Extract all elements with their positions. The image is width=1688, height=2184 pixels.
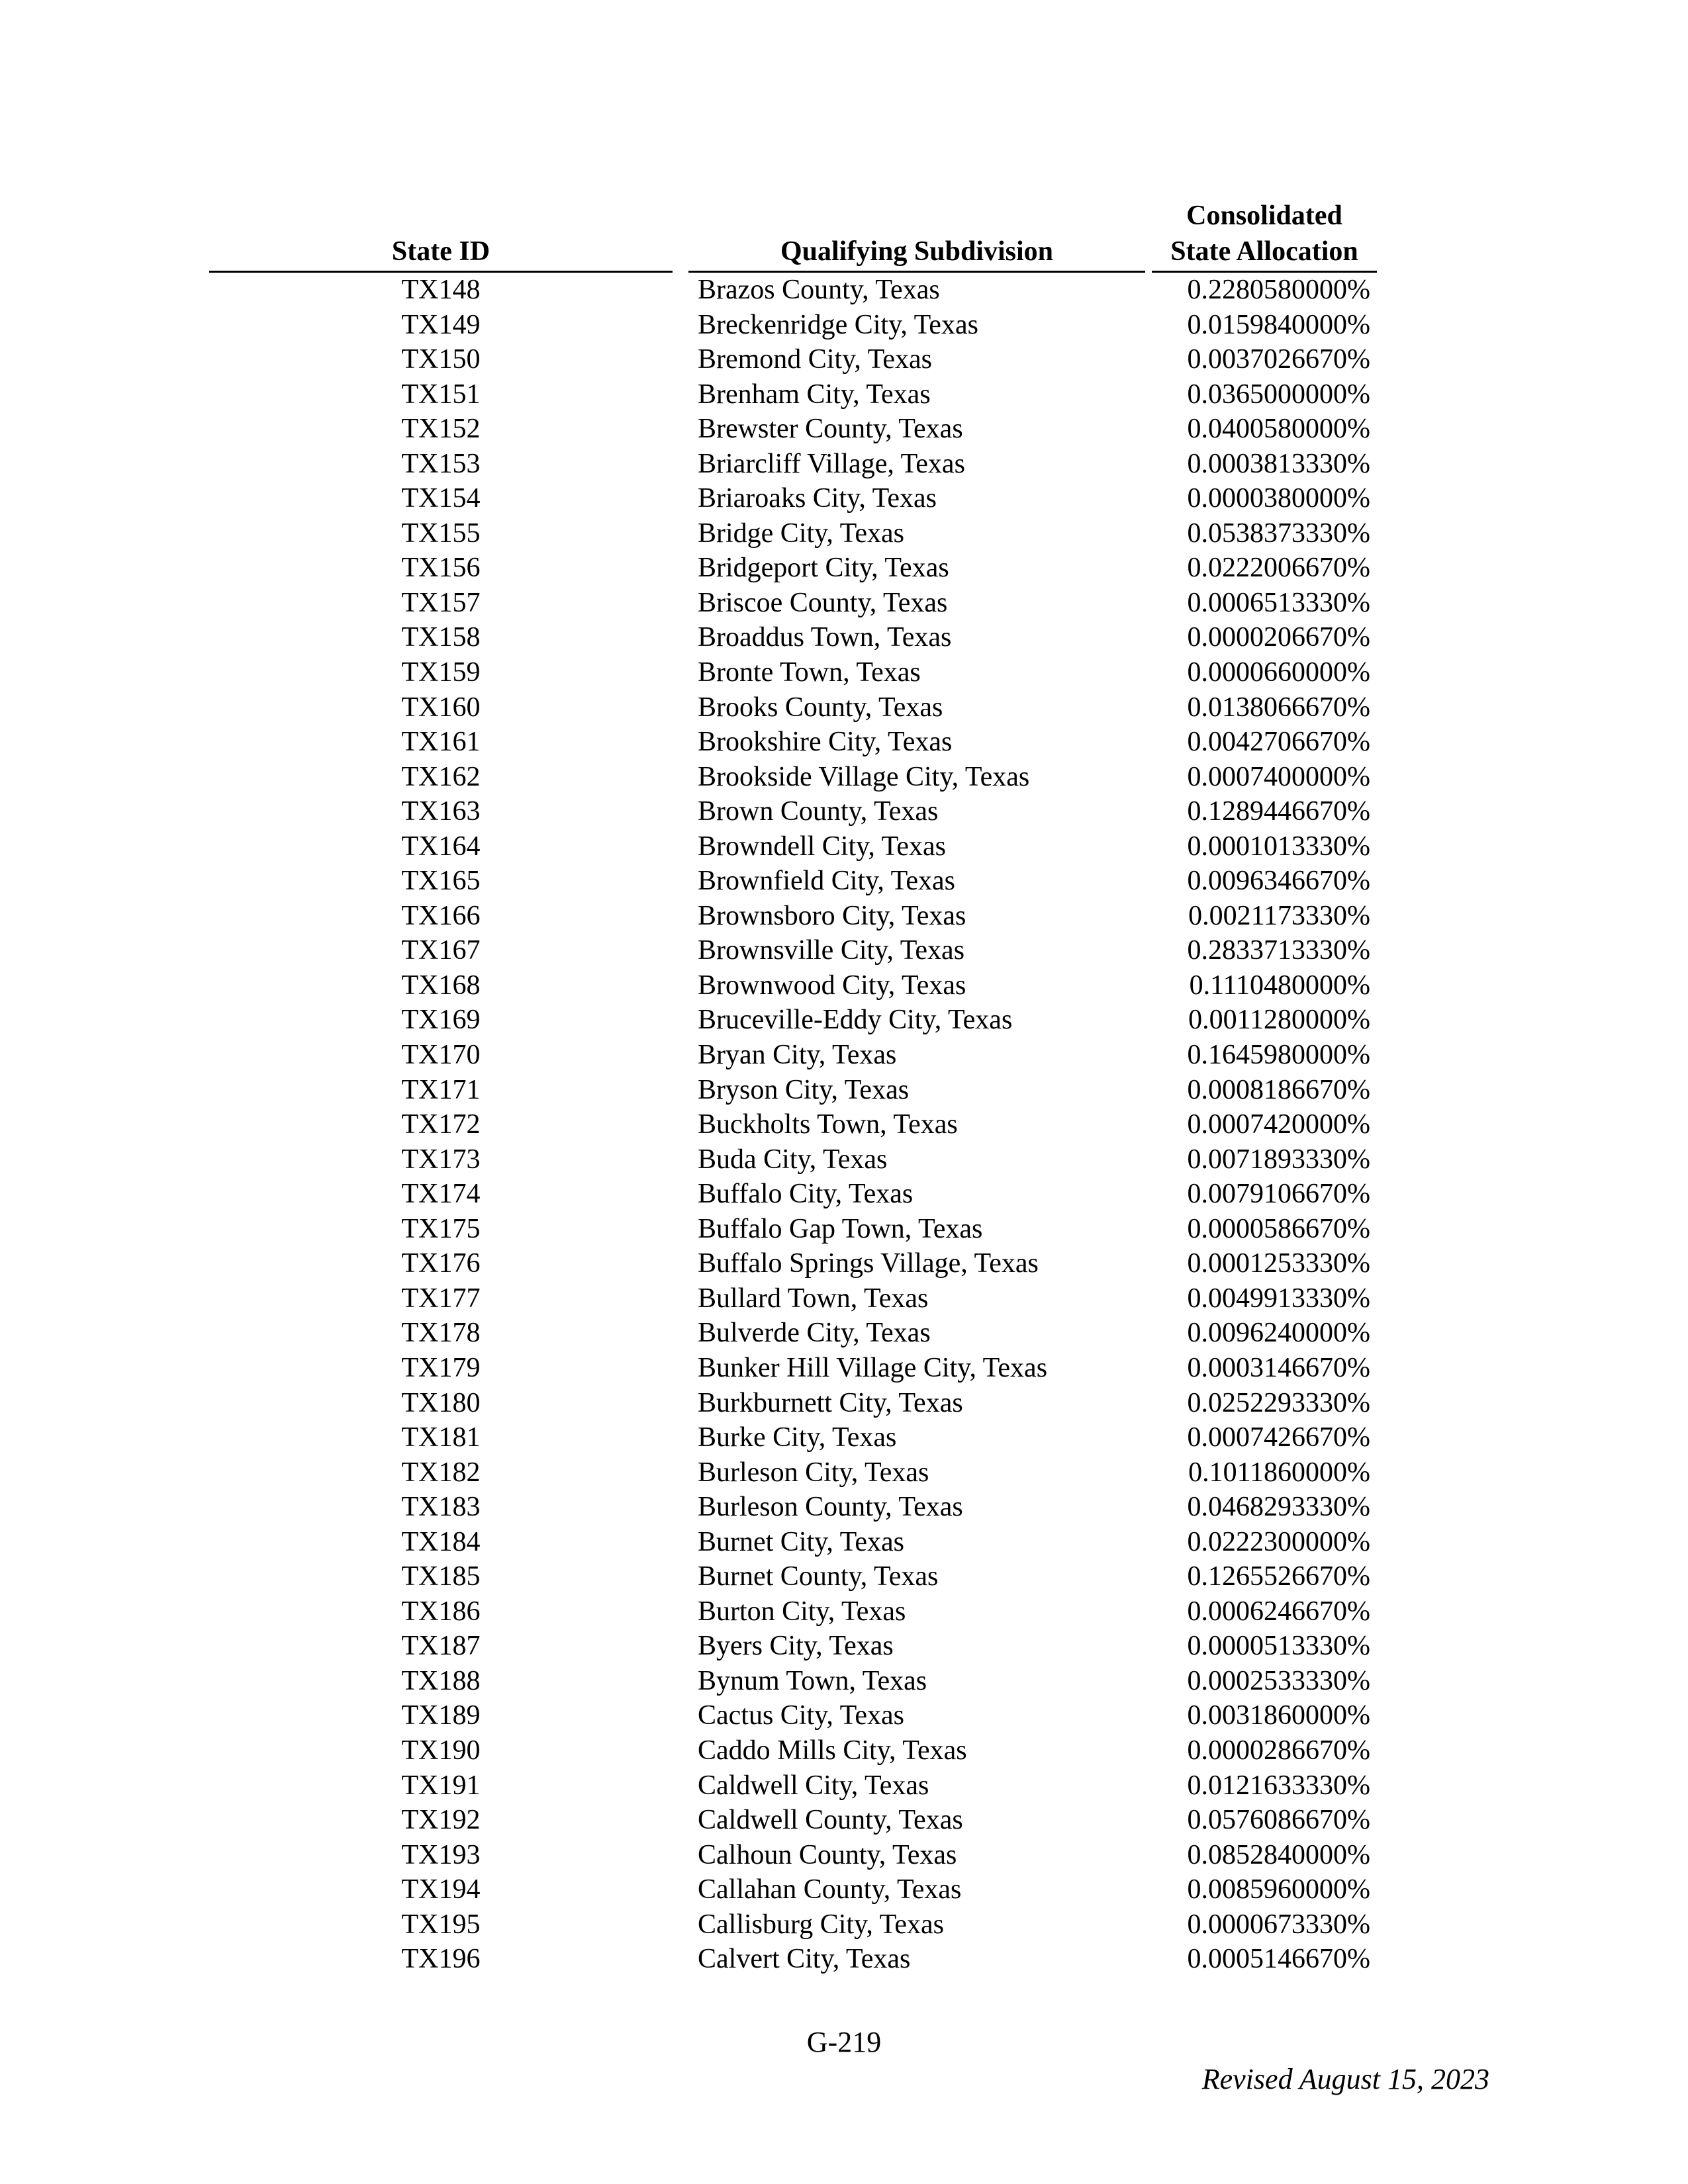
subdivision-cell: Bronte Town, Texas: [698, 657, 921, 688]
table-row: [0, 1803, 1688, 1838]
state-id-cell: TX194: [401, 1874, 481, 1905]
table-row: [0, 1003, 1688, 1038]
state-id-cell: TX159: [401, 657, 481, 688]
allocation-cell: 0.0007400000%: [1187, 761, 1370, 792]
table-row: [0, 342, 1688, 377]
allocation-cell: 0.0037026670%: [1187, 344, 1370, 375]
allocation-cell: 0.0011280000%: [1188, 1005, 1370, 1036]
subdivision-cell: Callahan County, Texas: [698, 1874, 962, 1905]
allocation-cell: 0.0121633330%: [1187, 1770, 1370, 1801]
allocation-cell: 0.0071893330%: [1187, 1144, 1370, 1175]
state-id-cell: TX175: [401, 1213, 481, 1244]
subdivision-cell: Bridgeport City, Texas: [698, 553, 949, 584]
allocation-cell: 0.0000206670%: [1187, 622, 1370, 653]
table-row: [0, 655, 1688, 690]
table-row: [0, 1246, 1688, 1281]
subdivision-cell: Bridge City, Texas: [698, 518, 905, 549]
state-id-cell: TX177: [401, 1283, 481, 1314]
table-row: [0, 1281, 1688, 1316]
state-id-cell: TX152: [401, 414, 481, 445]
subdivision-cell: Buffalo Springs Village, Texas: [698, 1248, 1039, 1279]
state-id-cell: TX151: [401, 379, 481, 410]
table-row: [0, 1838, 1688, 1873]
allocation-cell: 0.2833713330%: [1187, 935, 1370, 966]
allocation-cell: 0.0159840000%: [1187, 309, 1370, 340]
table-row: [0, 1594, 1688, 1629]
state-id-cell: TX149: [401, 309, 481, 340]
table-row: [0, 273, 1688, 308]
table-row: [0, 377, 1688, 412]
allocation-cell: 0.0007426670%: [1187, 1422, 1370, 1453]
subdivision-cell: Broaddus Town, Texas: [698, 622, 952, 653]
table-row: [0, 1212, 1688, 1247]
subdivision-cell: Brookshire City, Texas: [698, 727, 953, 758]
table-row: [0, 447, 1688, 482]
subdivision-cell: Cactus City, Texas: [698, 1700, 905, 1731]
allocation-cell: 0.0008186670%: [1187, 1074, 1370, 1105]
allocation-cell: 0.0000380000%: [1187, 483, 1370, 514]
subdivision-cell: Calvert City, Texas: [698, 1944, 911, 1975]
subdivision-cell: Briarcliff Village, Texas: [698, 448, 965, 479]
table-row: [0, 725, 1688, 760]
column-header-allocation-line1: Consolidated: [1186, 201, 1342, 231]
state-id-cell: TX166: [401, 900, 481, 931]
state-id-cell: TX186: [401, 1596, 481, 1627]
subdivision-cell: Brownsboro City, Texas: [698, 900, 966, 931]
subdivision-cell: Breckenridge City, Texas: [698, 309, 978, 340]
allocation-cell: 0.0852840000%: [1187, 1839, 1370, 1870]
state-id-cell: TX188: [401, 1665, 481, 1696]
table-row: [0, 1073, 1688, 1108]
subdivision-cell: Bryan City, Texas: [698, 1040, 897, 1071]
subdivision-cell: Buffalo Gap Town, Texas: [698, 1213, 983, 1244]
state-id-cell: TX158: [401, 622, 481, 653]
allocation-cell: 0.0000513330%: [1187, 1631, 1370, 1662]
allocation-cell: 0.1011860000%: [1188, 1457, 1370, 1488]
state-id-cell: TX148: [401, 275, 481, 305]
table-row: [0, 794, 1688, 829]
state-id-cell: TX190: [401, 1735, 481, 1766]
subdivision-cell: Burton City, Texas: [698, 1596, 906, 1627]
state-id-cell: TX193: [401, 1839, 481, 1870]
table-row: [0, 1386, 1688, 1421]
state-id-cell: TX187: [401, 1631, 481, 1662]
column-header-state-id: State ID: [391, 236, 491, 267]
subdivision-cell: Browndell City, Texas: [698, 831, 947, 862]
allocation-cell: 0.0468293330%: [1187, 1492, 1370, 1523]
state-id-cell: TX172: [401, 1109, 481, 1140]
allocation-cell: 0.0079106670%: [1187, 1179, 1370, 1210]
state-id-cell: TX181: [401, 1422, 481, 1453]
table-row: [0, 1733, 1688, 1768]
table-row: [0, 1490, 1688, 1525]
table-row: [0, 620, 1688, 655]
table-row: [0, 1107, 1688, 1142]
allocation-cell: 0.1265526670%: [1187, 1561, 1370, 1592]
subdivision-cell: Brazos County, Texas: [698, 275, 940, 305]
state-id-cell: TX192: [401, 1805, 481, 1836]
table-row: [0, 864, 1688, 899]
subdivision-cell: Burnet County, Texas: [698, 1561, 939, 1592]
state-id-cell: TX161: [401, 727, 481, 758]
table-row: [0, 1142, 1688, 1177]
allocation-cell: 0.0000586670%: [1187, 1213, 1370, 1244]
allocation-cell: 0.0002533330%: [1187, 1665, 1370, 1696]
subdivision-cell: Buckholts Town, Texas: [698, 1109, 958, 1140]
allocation-cell: 0.0006246670%: [1187, 1596, 1370, 1627]
subdivision-cell: Bynum Town, Texas: [698, 1665, 927, 1696]
subdivision-cell: Burnet City, Texas: [698, 1526, 905, 1557]
state-id-cell: TX150: [401, 344, 481, 375]
allocation-cell: 0.0049913330%: [1187, 1283, 1370, 1314]
revision-date: Revised August 15, 2023: [1201, 2063, 1489, 2095]
allocation-cell: 0.0000660000%: [1187, 657, 1370, 688]
allocation-table-body: [0, 273, 1688, 1977]
state-id-cell: TX180: [401, 1387, 481, 1418]
allocation-cell: 0.0576086670%: [1187, 1805, 1370, 1836]
table-row: [0, 1420, 1688, 1455]
state-id-cell: TX173: [401, 1144, 481, 1175]
subdivision-cell: Buda City, Texas: [698, 1144, 888, 1175]
state-id-cell: TX162: [401, 761, 481, 792]
table-row: [0, 1559, 1688, 1594]
subdivision-cell: Bruceville-Eddy City, Texas: [698, 1005, 1013, 1036]
subdivision-cell: Bulverde City, Texas: [698, 1318, 931, 1349]
state-id-cell: TX154: [401, 483, 481, 514]
page-number: G-219: [806, 2026, 882, 2058]
state-id-cell: TX163: [401, 796, 481, 827]
subdivision-cell: Brookside Village City, Texas: [698, 761, 1030, 792]
allocation-cell: 0.0000286670%: [1187, 1735, 1370, 1766]
state-id-cell: TX179: [401, 1352, 481, 1383]
table-row: [0, 481, 1688, 516]
subdivision-cell: Brenham City, Texas: [698, 379, 931, 410]
table-row: [0, 516, 1688, 551]
allocation-cell: 0.0001253330%: [1187, 1248, 1370, 1279]
allocation-cell: 0.0003146670%: [1187, 1352, 1370, 1383]
subdivision-cell: Byers City, Texas: [698, 1631, 894, 1662]
allocation-cell: 0.2280580000%: [1187, 275, 1370, 305]
table-row: [0, 899, 1688, 934]
subdivision-cell: Bullard Town, Texas: [698, 1283, 929, 1314]
allocation-cell: 0.0138066670%: [1187, 692, 1370, 723]
state-id-cell: TX165: [401, 866, 481, 897]
subdivision-cell: Brown County, Texas: [698, 796, 939, 827]
column-header-consolidated-state-allocation: [1152, 198, 1377, 269]
state-id-cell: TX168: [401, 970, 481, 1001]
state-id-cell: TX184: [401, 1526, 481, 1557]
allocation-cell: 0.0006513330%: [1187, 587, 1370, 618]
allocation-cell: 0.0400580000%: [1187, 414, 1370, 445]
allocation-cell: 0.0042706670%: [1187, 727, 1370, 758]
subdivision-cell: Burke City, Texas: [698, 1422, 897, 1453]
table-row: [0, 1664, 1688, 1699]
state-id-cell: TX174: [401, 1179, 481, 1210]
allocation-cell: 0.1645980000%: [1187, 1040, 1370, 1071]
allocation-cell: 0.0096240000%: [1187, 1318, 1370, 1349]
state-id-cell: TX155: [401, 518, 481, 549]
state-id-cell: TX167: [401, 935, 481, 966]
subdivision-cell: Burleson County, Texas: [698, 1492, 963, 1523]
allocation-cell: 0.0252293330%: [1187, 1387, 1370, 1418]
subdivision-cell: Brownfield City, Texas: [698, 866, 956, 897]
table-row: [0, 551, 1688, 586]
table-row: [0, 1768, 1688, 1803]
table-row: [0, 1351, 1688, 1386]
state-id-cell: TX185: [401, 1561, 481, 1592]
subdivision-cell: Brooks County, Texas: [698, 692, 943, 723]
subdivision-cell: Briscoe County, Texas: [698, 587, 948, 618]
subdivision-cell: Burleson City, Texas: [698, 1457, 929, 1488]
subdivision-cell: Brownwood City, Texas: [698, 970, 966, 1001]
subdivision-cell: Calhoun County, Texas: [698, 1839, 957, 1870]
allocation-cell: 0.0538373330%: [1187, 518, 1370, 549]
table-row: [0, 1907, 1688, 1942]
state-id-cell: TX160: [401, 692, 481, 723]
allocation-cell: 0.0365000000%: [1187, 379, 1370, 410]
table-row: [0, 308, 1688, 343]
table-row: [0, 1872, 1688, 1907]
allocation-cell: 0.0000673330%: [1187, 1909, 1370, 1940]
subdivision-cell: Burkburnett City, Texas: [698, 1387, 963, 1418]
table-row: [0, 1942, 1688, 1977]
allocation-cell: 0.1289446670%: [1187, 796, 1370, 827]
state-id-cell: TX183: [401, 1492, 481, 1523]
subdivision-cell: Bunker Hill Village City, Texas: [698, 1352, 1048, 1383]
subdivision-cell: Buffalo City, Texas: [698, 1179, 914, 1210]
subdivision-cell: Caddo Mills City, Texas: [698, 1735, 967, 1766]
table-row: [0, 933, 1688, 968]
table-row: [0, 1316, 1688, 1351]
subdivision-cell: Callisburg City, Texas: [698, 1909, 944, 1940]
table-row: [0, 1525, 1688, 1560]
allocation-cell: 0.0001013330%: [1187, 831, 1370, 862]
allocation-cell: 0.0085960000%: [1187, 1874, 1370, 1905]
table-row: [0, 760, 1688, 795]
state-id-cell: TX189: [401, 1700, 481, 1731]
state-id-cell: TX156: [401, 553, 481, 584]
state-id-cell: TX178: [401, 1318, 481, 1349]
state-id-cell: TX157: [401, 587, 481, 618]
allocation-cell: 0.0096346670%: [1187, 866, 1370, 897]
subdivision-cell: Briaroaks City, Texas: [698, 483, 937, 514]
table-row: [0, 690, 1688, 725]
allocation-cell: 0.0021173330%: [1188, 900, 1370, 931]
table-row: [0, 1629, 1688, 1664]
subdivision-cell: Brownsville City, Texas: [698, 935, 965, 966]
table-row: [0, 1177, 1688, 1212]
subdivision-cell: Brewster County, Texas: [698, 414, 963, 445]
table-row: [0, 968, 1688, 1003]
state-id-cell: TX164: [401, 831, 481, 862]
table-row: [0, 1038, 1688, 1073]
allocation-cell: 0.0003813330%: [1187, 448, 1370, 479]
state-id-cell: TX191: [401, 1770, 481, 1801]
state-id-cell: TX195: [401, 1909, 481, 1940]
subdivision-cell: Caldwell City, Texas: [698, 1770, 929, 1801]
state-id-cell: TX169: [401, 1005, 481, 1036]
state-id-cell: TX170: [401, 1040, 481, 1071]
state-id-cell: TX171: [401, 1074, 481, 1105]
subdivision-cell: Bryson City, Texas: [698, 1074, 910, 1105]
table-row: [0, 412, 1688, 447]
subdivision-cell: Bremond City, Texas: [698, 344, 933, 375]
state-id-cell: TX153: [401, 448, 481, 479]
allocation-cell: 0.0222300000%: [1187, 1526, 1370, 1557]
state-id-cell: TX196: [401, 1944, 481, 1975]
table-row: [0, 1698, 1688, 1733]
column-header-qualifying-subdivision: Qualifying Subdivision: [780, 236, 1054, 267]
allocation-cell: 0.0222006670%: [1187, 553, 1370, 584]
column-header-allocation-line2: State Allocation: [1170, 236, 1358, 267]
state-id-cell: TX176: [401, 1248, 481, 1279]
allocation-cell: 0.0005146670%: [1187, 1944, 1370, 1975]
table-row: [0, 829, 1688, 864]
allocation-cell: 0.0007420000%: [1187, 1109, 1370, 1140]
allocation-cell: 0.1110480000%: [1189, 970, 1370, 1001]
subdivision-cell: Caldwell County, Texas: [698, 1805, 963, 1836]
table-row: [0, 1455, 1688, 1490]
state-id-cell: TX182: [401, 1457, 481, 1488]
table-row: [0, 586, 1688, 621]
allocation-cell: 0.0031860000%: [1187, 1700, 1370, 1731]
